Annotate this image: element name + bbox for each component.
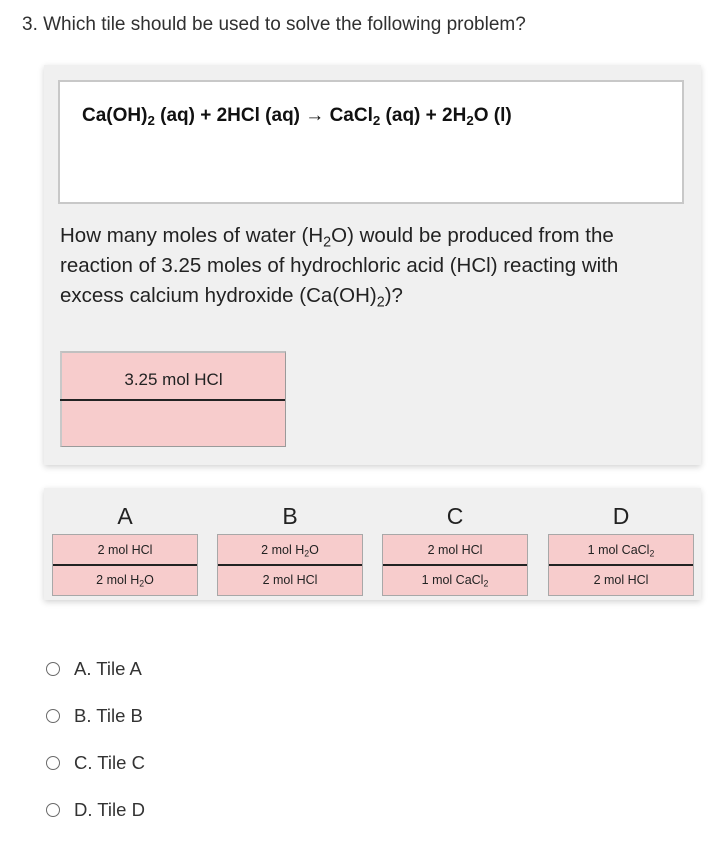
fraction-line <box>383 564 527 566</box>
option-a[interactable] <box>46 654 246 684</box>
fraction-line <box>218 564 362 566</box>
option-label: C. Tile C <box>74 752 145 773</box>
radio-button[interactable] <box>46 756 60 770</box>
tile-a <box>52 488 198 600</box>
tile-letter: B <box>282 503 298 529</box>
option-label: A. Tile A <box>74 658 142 679</box>
tile-letter: D <box>612 503 630 529</box>
question-text: 3. Which tile should be used to solve the following problem? <box>22 14 526 35</box>
tile-d <box>548 488 694 600</box>
option-c[interactable] <box>46 748 246 778</box>
option-b[interactable] <box>46 701 246 731</box>
fraction-line <box>549 564 693 566</box>
tile-denominator: 2 mol HCl <box>593 573 649 587</box>
tile-numerator: 2 mol HCl <box>427 543 483 557</box>
tile-fraction <box>52 534 198 596</box>
setup-tile-numerator: 3.25 mol HCl <box>124 370 223 389</box>
radio-button[interactable] <box>46 709 60 723</box>
radio-button[interactable] <box>46 662 60 676</box>
tile-denominator: 1 mol CaCl$_2$ <box>421 573 489 589</box>
equation-box <box>58 80 684 204</box>
tile-denominator: 2 mol $H_2O$ <box>96 573 154 589</box>
tile-letter: A <box>117 503 133 529</box>
fraction-line <box>53 564 197 566</box>
problem-card <box>44 65 701 465</box>
tile-letter: C <box>446 503 464 529</box>
tile-c <box>382 488 528 600</box>
option-d[interactable] <box>46 795 246 825</box>
tile-denominator: 2 mol HCl <box>262 573 318 587</box>
tile-numerator: 2 mol HCl <box>97 543 153 557</box>
setup-tile <box>60 351 286 447</box>
radio-button[interactable] <box>46 803 60 817</box>
tile-b <box>217 488 363 600</box>
tile-numerator: 2 mol $H_2O$ <box>261 543 319 559</box>
option-label: D. Tile D <box>74 799 145 820</box>
tile-fraction <box>548 534 694 596</box>
tile-fraction <box>382 534 528 596</box>
tile-fraction <box>217 534 363 596</box>
fraction-line <box>60 399 285 401</box>
problem-prompt: How many moles of water $(H_2O)$ would be produced from the reaction of 3.25 moles of hydrochloric acid (HCl) reacting with excess calcium hydroxide $(Ca(OH)_2)$? <box>60 224 619 311</box>
chemical-equation: $Ca(OH)_2$ (aq) + 2HCl (aq) → CaCl$_2$ $(aq) + 2H_2O$ (l) <box>82 105 512 128</box>
option-label: B. Tile B <box>74 705 143 726</box>
tiles-card <box>44 488 701 600</box>
tile-numerator: 1 mol CaCl$_2$ <box>587 543 655 559</box>
